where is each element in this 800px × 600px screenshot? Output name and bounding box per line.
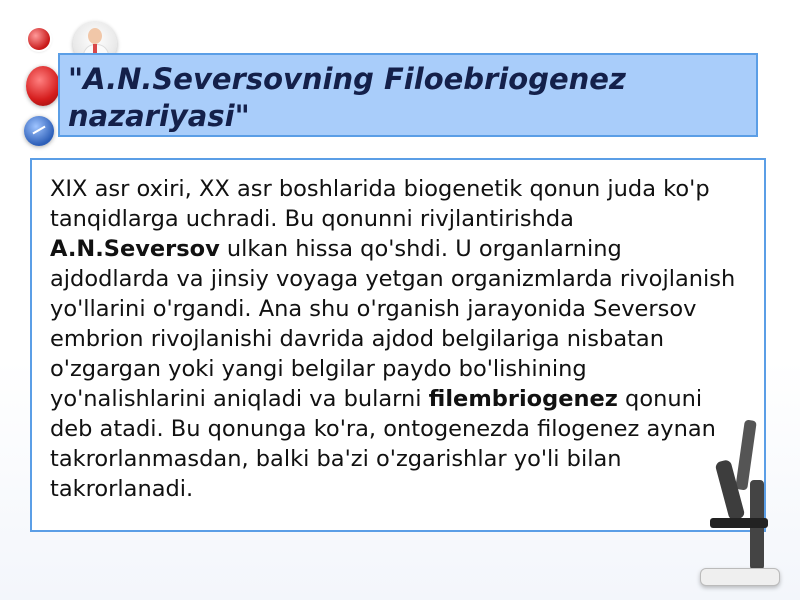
slide-body-box xyxy=(30,158,766,532)
body-segment: ulkan hissa qo'shdi. U organlarning ajdodlarda va jinsiy voyaga yetgan organizmlarda rivojlanish yo'llarini o'rgandi. Ana shu o'rganish jarayonida Seversov embrion rivojlanishi davrida ajdod belgilariga nisbatan o'zgargan yoki yangi belgilar paydo bo'lishining yo'nalishlarini aniqladi va bularni xyxy=(50,236,736,412)
body-segment: qonuni deb atadi. Bu qonunga ko'ra, ontogenezda filogenez aynan takrorlanmasdan, balki ba'zi o'zgarishlar yo'li bilan takrorlanadi. xyxy=(50,386,716,502)
body-segment: XIX asr oxiri, XX asr boshlarida biogenetik qonun juda ko'p tanqidlarga uchradi. Bu qonunni rivjlantirishda xyxy=(50,176,710,232)
microscope-icon xyxy=(692,420,782,590)
molecule-icon xyxy=(28,28,50,50)
body-bold-term: A.N.Seversov xyxy=(50,236,220,262)
body-bold-term: filembriogenez xyxy=(428,386,618,412)
slide-body-text xyxy=(50,174,748,504)
red-blood-cell-icon xyxy=(26,66,60,106)
slide-title: "A.N.Seversovning Filoebriogenez nazariyasi" xyxy=(68,62,626,133)
dna-icon xyxy=(24,116,54,146)
slide-title-box xyxy=(58,53,758,137)
